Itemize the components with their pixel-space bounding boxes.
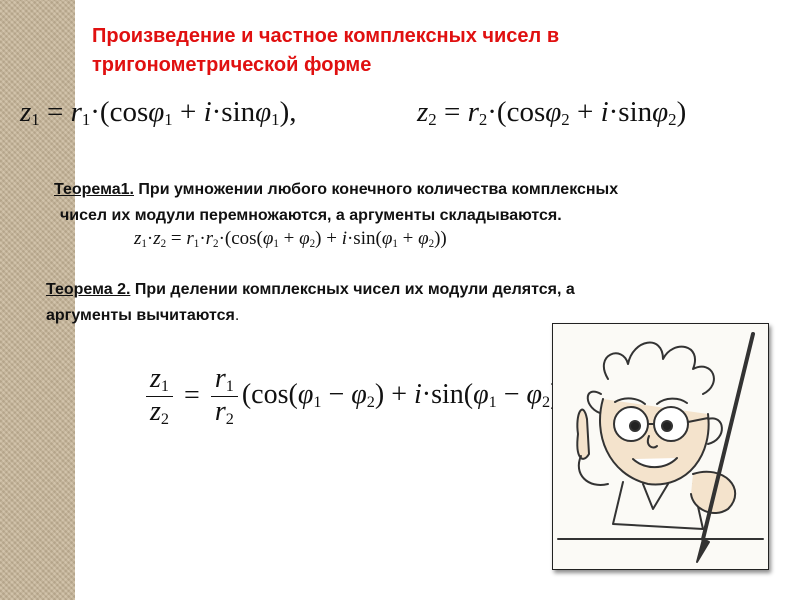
formula-z1: $z_1 = r_1\cdot(\cos\varphi_1 + i\cdot\sin\varphi_1)$, <box>20 96 297 130</box>
formula-product: $z_1\cdot z_2 = r_1\cdot r_2\cdot(\cos(\varphi_1 + \varphi_2) + i\cdot\sin(\varphi_1 + \varphi_2))$ <box>134 228 447 250</box>
theorem-2-heading: Теорема 2. <box>46 281 131 298</box>
formula-z2: $z_2 = r_2\cdot(\cos\varphi_2 + i\cdot\sin\varphi_2)$ <box>417 96 687 130</box>
theorem-1-line2: чисел их модули перемножаются, а аргументы складываются. <box>60 207 562 224</box>
scholar-illustration <box>552 323 769 570</box>
theorem-2-period: . <box>234 307 240 324</box>
theorem-1-line1: При умножении любого конечного количества комплексных <box>133 181 619 198</box>
theorem-2-text: При делении комплексных чисел их модули делятся, а аргументы вычитаются <box>46 281 575 324</box>
theorem-1-heading: Теорема1. <box>54 181 134 198</box>
page-title: Произведение и частное комплексных чисел в тригонометрической форме <box>92 25 560 76</box>
theorem-1 <box>54 177 754 229</box>
theorem-2 <box>46 277 616 329</box>
scholar-with-pen-icon <box>553 324 768 569</box>
fraction-r: $\frac{r_1}{r_2}$ <box>211 364 238 429</box>
fraction-z: $\frac{z_1}{z_2}$ <box>146 364 173 429</box>
formula-quotient: $\frac{z_1}{z_2}$ = $\frac{r_1}{r_2}$ ($\cos(\varphi_1 - \varphi_2) + i\cdot\sin(\varphi_1 - \varphi_2$ <box>142 356 562 436</box>
